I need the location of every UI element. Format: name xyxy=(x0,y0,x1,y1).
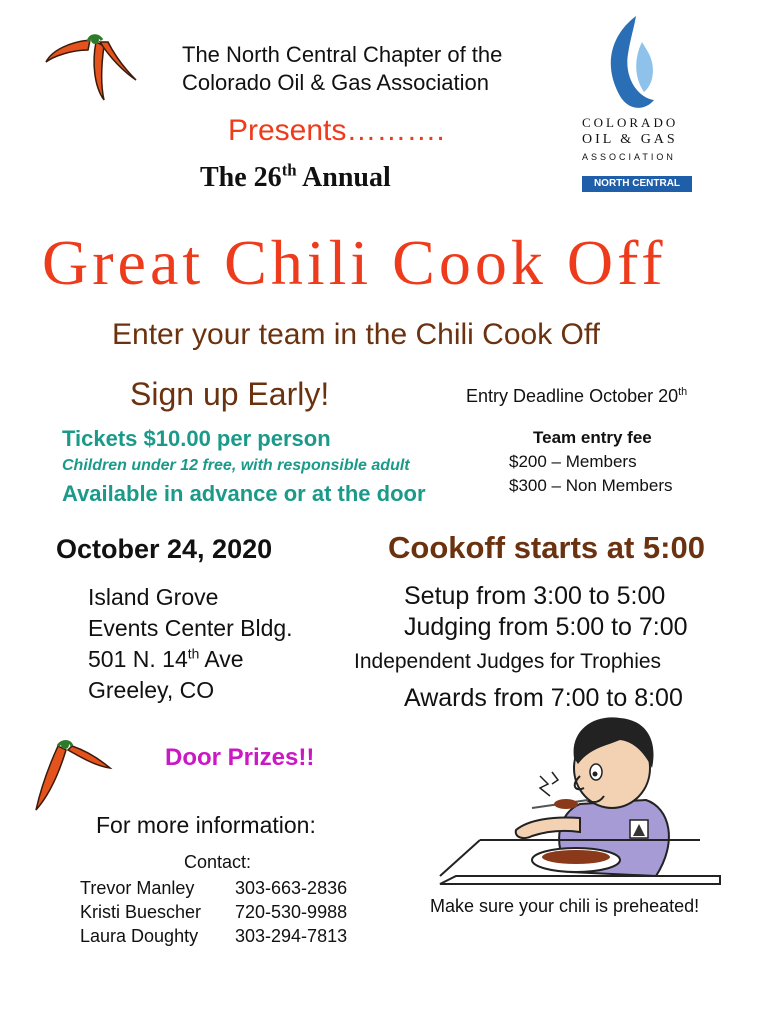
team-fee-non-members: $300 – Non Members xyxy=(509,476,673,495)
judges-note: Independent Judges for Trophies xyxy=(354,650,662,673)
annual-line xyxy=(200,162,391,194)
logo-line-1: COLORADO xyxy=(582,115,679,130)
children-note: Children under 12 free, with responsible adult xyxy=(62,457,410,474)
annual-pre: The 26 xyxy=(200,162,282,193)
address-post: Ave xyxy=(199,646,244,672)
location-line-3 xyxy=(88,644,293,675)
info-heading: For more information: xyxy=(96,812,316,838)
entry-deadline xyxy=(466,386,687,407)
logo-line-3: ASSOCIATION xyxy=(582,152,676,162)
contact-phone[interactable]: 720-530-9988 xyxy=(235,902,348,922)
contact-phone[interactable]: 303-663-2836 xyxy=(235,878,348,898)
man-eating-chili-illustration xyxy=(420,712,740,892)
ticket-availability: Available in advance or at the door xyxy=(62,481,426,506)
annual-sup: th xyxy=(281,160,297,180)
ticket-price: Tickets $10.00 per person xyxy=(62,426,331,451)
deadline-sup: th xyxy=(678,386,688,398)
event-date: October 24, 2020 xyxy=(56,534,273,564)
contact-row xyxy=(80,924,347,948)
subtitle: Enter your team in the Chili Cook Off xyxy=(112,318,600,351)
presents-text: Presents………. xyxy=(228,114,445,147)
team-fee-title: Team entry fee xyxy=(533,428,652,447)
address-sup: th xyxy=(187,646,200,662)
signup-text: Sign up Early! xyxy=(130,376,330,412)
flame-logo-icon xyxy=(598,14,668,116)
cookoff-start: Cookoff starts at 5:00 xyxy=(388,530,705,565)
contact-name: Trevor Manley xyxy=(80,878,195,898)
contact-phone[interactable]: 303-294-7813 xyxy=(235,926,348,946)
address-pre: 501 N. 14 xyxy=(88,646,188,672)
location-line-2: Events Center Bldg. xyxy=(88,615,293,641)
setup-time: Setup from 3:00 to 5:00 xyxy=(404,582,666,610)
logo-line-2: OIL & GAS xyxy=(582,132,678,147)
judging-time: Judging from 5:00 to 7:00 xyxy=(404,613,688,641)
location-block xyxy=(88,582,293,706)
contact-row xyxy=(80,900,347,924)
contact-name: Laura Doughty xyxy=(80,926,199,946)
organizer-line-2: Colorado Oil & Gas Association xyxy=(182,70,489,95)
team-fee-members: $200 – Members xyxy=(509,452,637,471)
contact-list xyxy=(80,876,347,948)
north-central-badge: NORTH CENTRAL xyxy=(582,176,692,192)
chili-peppers-small-icon xyxy=(30,738,114,814)
awards-time: Awards from 7:00 to 8:00 xyxy=(404,684,683,712)
chili-caption: Make sure your chili is preheated! xyxy=(430,896,700,916)
door-prizes: Door Prizes!! xyxy=(165,744,315,771)
contact-row xyxy=(80,876,347,900)
contact-name: Kristi Buescher xyxy=(80,902,202,922)
chili-peppers-icon xyxy=(40,28,140,103)
deadline-text: Entry Deadline October 20 xyxy=(466,386,679,406)
event-title: Great Chili Cook Off xyxy=(42,227,667,298)
annual-post: Annual xyxy=(296,162,391,193)
contact-label: Contact: xyxy=(184,852,252,872)
organizer-line-1: The North Central Chapter of the xyxy=(182,42,503,67)
location-line-1: Island Grove xyxy=(88,584,219,610)
location-line-4: Greeley, CO xyxy=(88,677,215,703)
